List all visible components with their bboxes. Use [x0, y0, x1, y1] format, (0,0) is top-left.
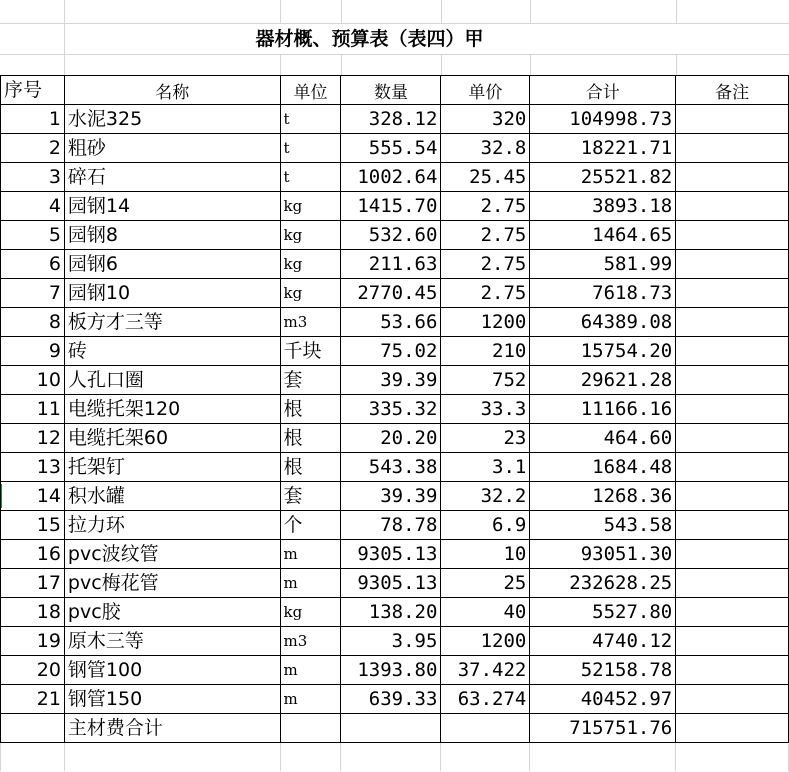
unit-price-cell[interactable]: 210: [441, 337, 530, 366]
summary-row: [1, 714, 789, 743]
table-row: [1, 540, 789, 569]
total-cell[interactable]: 543.58: [530, 511, 676, 540]
total-cell[interactable]: 40452.97: [530, 685, 676, 714]
row-index-cell[interactable]: 11: [1, 395, 65, 424]
row-index-cell[interactable]: 13: [1, 453, 65, 482]
row-index-cell[interactable]: 3: [1, 163, 65, 192]
note-cell[interactable]: [676, 540, 789, 569]
unit-cell[interactable]: kg: [280, 192, 341, 221]
unit-price-cell[interactable]: 1200: [441, 308, 530, 337]
note-cell[interactable]: [676, 598, 789, 627]
unit-price-cell[interactable]: 25: [441, 569, 530, 598]
summary-total-cell[interactable]: 715751.76: [530, 714, 676, 743]
empty-cell[interactable]: [64, 743, 280, 771]
quantity-cell[interactable]: 2770.45: [341, 279, 441, 308]
quantity-cell[interactable]: 39.39: [341, 366, 441, 395]
quantity-cell[interactable]: 9305.13: [341, 540, 441, 569]
note-cell[interactable]: [676, 279, 789, 308]
material-name-cell[interactable]: 园钢10: [64, 279, 280, 308]
total-cell[interactable]: 11166.16: [530, 395, 676, 424]
unit-cell[interactable]: 千块: [280, 337, 341, 366]
row-index-cell[interactable]: 14: [1, 482, 65, 511]
empty-cell[interactable]: [676, 714, 789, 743]
table-title[interactable]: 器材概、预算表（表四）甲: [255, 28, 484, 50]
unit-price-cell[interactable]: 1200: [441, 627, 530, 656]
unit-price-cell[interactable]: 10: [441, 540, 530, 569]
header-cell-price[interactable]: 单价: [441, 76, 530, 105]
quantity-cell[interactable]: 1393.80: [341, 656, 441, 685]
quantity-cell[interactable]: 1002.64: [341, 163, 441, 192]
unit-price-cell[interactable]: 3.1: [441, 453, 530, 482]
table-row: [1, 569, 789, 598]
gridline: [676, 54, 677, 75]
gridline: [0, 54, 789, 55]
total-cell[interactable]: 1268.36: [530, 482, 676, 511]
unit-price-cell[interactable]: 320: [441, 105, 530, 134]
note-cell[interactable]: [676, 337, 789, 366]
gridline: [280, 54, 281, 75]
material-name-cell[interactable]: 原木三等: [64, 627, 280, 656]
note-cell[interactable]: [676, 192, 789, 221]
note-cell[interactable]: [676, 569, 789, 598]
table-row: [1, 192, 789, 221]
quantity-cell[interactable]: 75.02: [341, 337, 441, 366]
unit-price-cell[interactable]: 6.9: [441, 511, 530, 540]
unit-cell[interactable]: 根: [280, 395, 341, 424]
empty-cell[interactable]: [280, 714, 341, 743]
note-cell[interactable]: [676, 424, 789, 453]
unit-cell[interactable]: 根: [280, 424, 341, 453]
header-cell-note[interactable]: 备注: [676, 76, 789, 105]
row-index-cell[interactable]: 15: [1, 511, 65, 540]
note-cell[interactable]: [676, 395, 789, 424]
material-name-cell[interactable]: pvc胶: [64, 598, 280, 627]
unit-cell[interactable]: m: [280, 540, 341, 569]
table-row: [1, 424, 789, 453]
unit-price-cell[interactable]: 2.75: [441, 192, 530, 221]
note-cell[interactable]: [676, 105, 789, 134]
row-index-cell[interactable]: 8: [1, 308, 65, 337]
budget-table: [0, 75, 789, 771]
header-cell-name[interactable]: 名称: [64, 76, 280, 105]
material-name-cell[interactable]: pvc波纹管: [64, 540, 280, 569]
unit-price-cell[interactable]: 25.45: [441, 163, 530, 192]
material-name-cell[interactable]: 托架钉: [64, 453, 280, 482]
unit-cell[interactable]: kg: [280, 221, 341, 250]
table-row: [1, 453, 789, 482]
note-cell[interactable]: [676, 685, 789, 714]
row-index-cell[interactable]: 2: [1, 134, 65, 163]
header-cell-total[interactable]: 合计: [530, 76, 676, 105]
unit-cell[interactable]: m: [280, 569, 341, 598]
table-row: [1, 163, 789, 192]
material-name-cell[interactable]: 电缆托架120: [64, 395, 280, 424]
gridline: [530, 0, 531, 24]
header-cell-unit[interactable]: 单位: [280, 76, 341, 105]
table-row: [1, 221, 789, 250]
quantity-cell[interactable]: 3.95: [341, 627, 441, 656]
total-cell[interactable]: 52158.78: [530, 656, 676, 685]
material-name-cell[interactable]: 砖: [64, 337, 280, 366]
material-name-cell[interactable]: 钢管100: [64, 656, 280, 685]
material-name-cell[interactable]: 碎石: [64, 163, 280, 192]
unit-cell[interactable]: kg: [280, 598, 341, 627]
unit-price-cell[interactable]: 32.2: [441, 482, 530, 511]
total-cell[interactable]: 3893.18: [530, 192, 676, 221]
material-name-cell[interactable]: 水泥325: [64, 105, 280, 134]
quantity-cell[interactable]: 39.39: [341, 482, 441, 511]
empty-cell[interactable]: [441, 743, 530, 771]
row-index-cell[interactable]: 7: [1, 279, 65, 308]
unit-cell[interactable]: t: [280, 134, 341, 163]
table-row: [1, 598, 789, 627]
material-name-cell[interactable]: pvc梅花管: [64, 569, 280, 598]
empty-cell[interactable]: [1, 743, 65, 771]
empty-cell[interactable]: [530, 743, 676, 771]
row-index-cell[interactable]: 6: [1, 250, 65, 279]
unit-price-cell[interactable]: 2.75: [441, 279, 530, 308]
material-name-cell[interactable]: 粗砂: [64, 134, 280, 163]
unit-price-cell[interactable]: 37.422: [441, 656, 530, 685]
unit-cell[interactable]: m: [280, 685, 341, 714]
quantity-cell[interactable]: 1415.70: [341, 192, 441, 221]
row-index-cell[interactable]: 1: [1, 105, 65, 134]
table-row: [1, 656, 789, 685]
unit-price-cell[interactable]: 2.75: [441, 221, 530, 250]
unit-price-cell[interactable]: 33.3: [441, 395, 530, 424]
table-row: [1, 279, 789, 308]
gridline: [441, 54, 442, 75]
table-row: [1, 308, 789, 337]
note-cell[interactable]: [676, 134, 789, 163]
table-row: [1, 105, 789, 134]
material-name-cell[interactable]: 钢管150: [64, 685, 280, 714]
empty-cell[interactable]: [1, 714, 65, 743]
quantity-cell[interactable]: 555.54: [341, 134, 441, 163]
row-index-cell[interactable]: 16: [1, 540, 65, 569]
total-cell[interactable]: 15754.20: [530, 337, 676, 366]
header-row: [1, 76, 789, 105]
quantity-cell[interactable]: 335.32: [341, 395, 441, 424]
unit-cell[interactable]: m3: [280, 627, 341, 656]
quantity-cell[interactable]: 53.66: [341, 308, 441, 337]
quantity-cell[interactable]: 9305.13: [341, 569, 441, 598]
summary-label-cell[interactable]: 主材费合计: [64, 714, 280, 743]
gridline: [280, 0, 281, 24]
note-cell[interactable]: [676, 627, 789, 656]
total-cell[interactable]: 4740.12: [530, 627, 676, 656]
total-cell[interactable]: 464.60: [530, 424, 676, 453]
note-cell[interactable]: [676, 250, 789, 279]
quantity-cell[interactable]: 328.12: [341, 105, 441, 134]
material-name-cell[interactable]: 板方才三等: [64, 308, 280, 337]
quantity-cell[interactable]: 78.78: [341, 511, 441, 540]
row-index-cell[interactable]: 9: [1, 337, 65, 366]
note-cell[interactable]: [676, 308, 789, 337]
row-index-cell[interactable]: 17: [1, 569, 65, 598]
table-row: [1, 395, 789, 424]
table-row: [1, 337, 789, 366]
row-index-cell[interactable]: 18: [1, 598, 65, 627]
quantity-cell[interactable]: 211.63: [341, 250, 441, 279]
note-cell[interactable]: [676, 511, 789, 540]
unit-cell[interactable]: m3: [280, 308, 341, 337]
material-name-cell[interactable]: 电缆托架60: [64, 424, 280, 453]
empty-cell[interactable]: [341, 714, 441, 743]
unit-cell[interactable]: kg: [280, 250, 341, 279]
total-cell[interactable]: 104998.73: [530, 105, 676, 134]
unit-price-cell[interactable]: 40: [441, 598, 530, 627]
row-index-cell[interactable]: 5: [1, 221, 65, 250]
total-cell[interactable]: 232628.25: [530, 569, 676, 598]
material-name-cell[interactable]: 园钢6: [64, 250, 280, 279]
note-cell[interactable]: [676, 221, 789, 250]
material-name-cell[interactable]: 园钢14: [64, 192, 280, 221]
gridline: [341, 0, 342, 24]
empty-cell[interactable]: [341, 743, 441, 771]
note-cell[interactable]: [676, 366, 789, 395]
table-row: [1, 627, 789, 656]
quantity-cell[interactable]: 138.20: [341, 598, 441, 627]
quantity-cell[interactable]: 532.60: [341, 221, 441, 250]
unit-cell[interactable]: 根: [280, 453, 341, 482]
quantity-cell[interactable]: 543.38: [341, 453, 441, 482]
total-cell[interactable]: 29621.28: [530, 366, 676, 395]
row-index-cell[interactable]: 20: [1, 656, 65, 685]
total-cell[interactable]: 18221.71: [530, 134, 676, 163]
empty-cell[interactable]: [676, 743, 789, 771]
empty-row: [1, 743, 789, 771]
material-name-cell[interactable]: 园钢8: [64, 221, 280, 250]
row-index-cell[interactable]: 21: [1, 685, 65, 714]
total-cell[interactable]: 93051.30: [530, 540, 676, 569]
gridline: [341, 54, 342, 75]
header-cell-qty[interactable]: 数量: [341, 76, 441, 105]
table-row: [1, 685, 789, 714]
table-row: [1, 366, 789, 395]
unit-cell[interactable]: 套: [280, 366, 341, 395]
row-index-cell[interactable]: 10: [1, 366, 65, 395]
total-cell[interactable]: 1464.65: [530, 221, 676, 250]
header-cell-index[interactable]: 序号: [1, 76, 65, 105]
table-row: [1, 250, 789, 279]
row-index-cell[interactable]: 19: [1, 627, 65, 656]
unit-cell[interactable]: kg: [280, 279, 341, 308]
total-cell[interactable]: 1684.48: [530, 453, 676, 482]
material-name-cell[interactable]: 人孔口圈: [64, 366, 280, 395]
total-cell[interactable]: 7618.73: [530, 279, 676, 308]
material-name-cell[interactable]: 拉力环: [64, 511, 280, 540]
gridline: [441, 0, 442, 24]
table-row: [1, 511, 789, 540]
table-row: [1, 134, 789, 163]
total-cell[interactable]: 25521.82: [530, 163, 676, 192]
note-cell[interactable]: [676, 453, 789, 482]
row-index-cell[interactable]: 4: [1, 192, 65, 221]
note-cell[interactable]: [676, 163, 789, 192]
unit-price-cell[interactable]: 23: [441, 424, 530, 453]
empty-cell[interactable]: [441, 714, 530, 743]
gridline: [676, 0, 677, 24]
row-index-cell[interactable]: 12: [1, 424, 65, 453]
unit-price-cell[interactable]: 63.274: [441, 685, 530, 714]
table-row: [1, 482, 789, 511]
unit-price-cell[interactable]: 2.75: [441, 250, 530, 279]
gridline: [530, 54, 531, 75]
unit-cell[interactable]: t: [280, 105, 341, 134]
total-cell[interactable]: 64389.08: [530, 308, 676, 337]
material-name-cell[interactable]: 积水罐: [64, 482, 280, 511]
total-cell[interactable]: 581.99: [530, 250, 676, 279]
total-cell[interactable]: 5527.80: [530, 598, 676, 627]
quantity-cell[interactable]: 20.20: [341, 424, 441, 453]
empty-cell[interactable]: [280, 743, 341, 771]
unit-cell[interactable]: 套: [280, 482, 341, 511]
unit-cell[interactable]: m: [280, 656, 341, 685]
unit-price-cell[interactable]: 32.8: [441, 134, 530, 163]
unit-price-cell[interactable]: 752: [441, 366, 530, 395]
unit-cell[interactable]: t: [280, 163, 341, 192]
unit-cell[interactable]: 个: [280, 511, 341, 540]
quantity-cell[interactable]: 639.33: [341, 685, 441, 714]
note-cell[interactable]: [676, 482, 789, 511]
note-cell[interactable]: [676, 656, 789, 685]
